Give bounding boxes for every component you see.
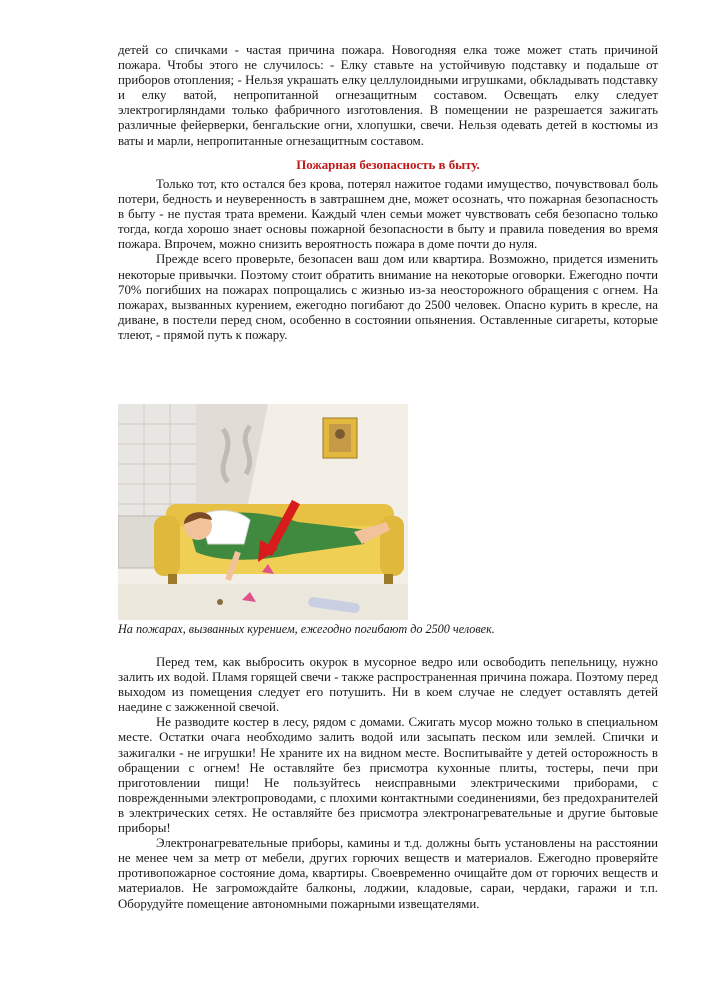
paragraph-heaters: Электронагревательные приборы, камины и т.д. должны быть установлены на расстоянии не менее чем за метр от мебели, других горючих веществ и материалов. Ежегодно проверяйте противопожарное состояние дома, квартиры. Своевременно очищайте дом от горючих веществ и материалов. Не загромождайте балконы, лоджии, кладовые, сараи, чердаки, гаражи и т.п. Оборудуйте помещение автономными пожарными извещателями. bbox=[118, 836, 658, 911]
paragraph-consequences: Только тот, кто остался без крова, потерял нажитое годами имущество, почувствовал боль потери, бедность и неуверенность в завтрашнем дне, может осознать, что пожарная безопасность в быту - не пустая трата времени. Каждый член семьи может чувствовать себя безопасно только тогда, когда хорошо знает основы пожарной безопасности в быту и правила поведения во время пожара. Впрочем, можно снизить вероятность пожара в доме почти до нуля. bbox=[118, 177, 658, 252]
top-paragraphs bbox=[118, 177, 658, 343]
smoking-sofa-illustration bbox=[118, 404, 408, 620]
intro-paragraph bbox=[118, 43, 658, 149]
bottom-paragraphs bbox=[118, 655, 658, 912]
intro-text: детей со спичками - частая причина пожара. Новогодняя елка тоже может стать причиной пожара. Чтобы этого не случилось: - Елку ставьте на устойчивую подставку и подальше от приборов отопления; - Нельзя украшать елку целлулоидными игрушками, обкладывать подставку и елку ватой, непропитанной огнезащитным составом. Освещать елку следует электрогирляндами только фабричного изготовления. В помещении не разрешается зажигать различные фейерверки, бенгальские огни, хлопушки, свечи. Нельзя одевать детей в костюмы из ваты и марли, непропитанные огнезащитным составом. bbox=[118, 43, 658, 148]
paragraph-fire-rules: Не разводите костер в лесу, рядом с домами. Сжигать мусор можно только в специальном месте. Остатки очага необходимо залить водой или засыпать песком или землей. Спички и зажигалки - не игрушки! Не храните их на видном месте. Воспитывайте у детей осторожность в обращении с огнем! Не оставляйте без присмотра кухонные плиты, тостеры, печи при приготовлении пищи! Не пользуйтесь неисправными электрическими приборами, с поврежденными электропроводами, с плохими контактными соединениями, без предохранителей в электрических сетях. Не оставляйте без присмотра электронагревательные и другие бытовые приборы! bbox=[118, 715, 658, 836]
paragraph-check-home: Прежде всего проверьте, безопасен ваш дом или квартира. Возможно, придется изменить некоторые привычки. Поэтому стоит обратить внимание на некоторые оговорки. Ежегодно почти 70% погибших на пожарах попрощались с жизнью из-за неосторожного обращения с огнем. На пожарах, вызванных курением, ежегодно погибают до 2500 человек. Опасно курить в кресле, на диване, в постели перед сном, особенно в состоянии опьянения. Оставленные сигареты, которые тлеют, - прямой путь к пожару. bbox=[118, 252, 658, 342]
illustration-svg bbox=[118, 404, 408, 620]
illustration-caption: На пожарах, вызванных курением, ежегодно погибают до 2500 человек. bbox=[118, 622, 495, 636]
paragraph-cigarette-candle: Перед тем, как выбросить окурок в мусорное ведро или освободить пепельницу, нужно залить их водой. Пламя горящей свечи - также распространенная причина пожара. Поэтому перед выходом из помещения следует его потушить. Ни в коем случае не следует оставлять детей наедине с зажженной свечой. bbox=[118, 655, 658, 715]
section-title: Пожарная безопасность в быту. bbox=[296, 158, 480, 172]
